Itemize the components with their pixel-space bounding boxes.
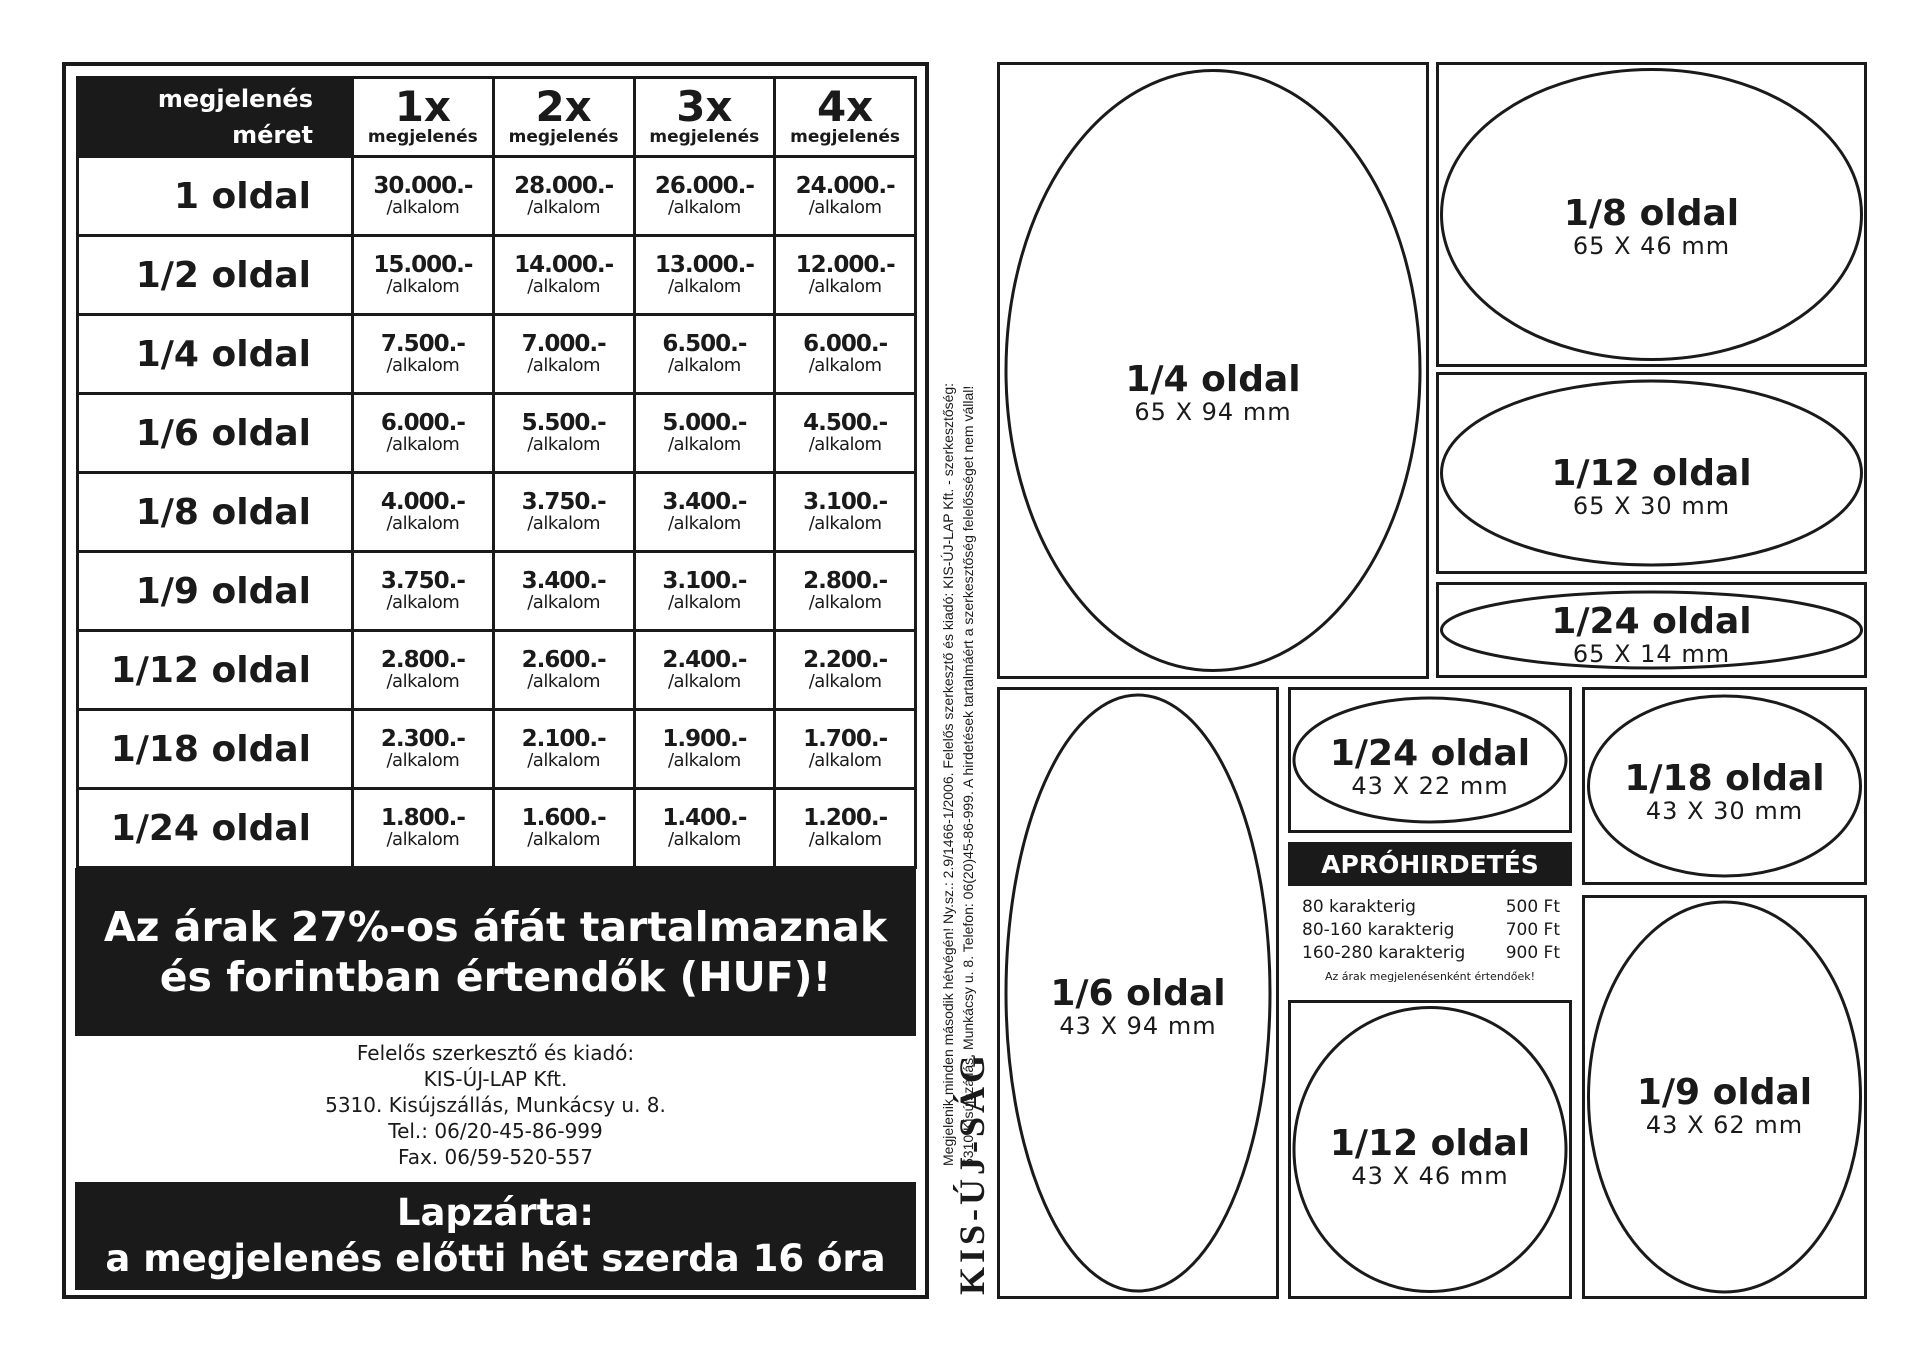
table-row (78, 236, 916, 315)
imprint-line: 5310 Kisújszállás, Munkácsy u. 8. Telefon: 06(20)45-86-999. A hirdetések tartalmáért a szerkesztőség felelősséget nem vállal! (960, 385, 976, 1166)
ad-box-sixth (997, 687, 1279, 1299)
classified-title: APRÓHIRDETÉS (1288, 842, 1572, 886)
price-value: 1.900.- (662, 726, 747, 752)
ad-label (1000, 975, 1276, 1039)
price-cell (493, 789, 634, 868)
rate-table (76, 76, 917, 869)
price-unit: /alkalom (667, 513, 741, 534)
deadline-notice (75, 1182, 916, 1290)
ad-box-twelfth-wide (1436, 372, 1867, 574)
price-value: 2.200.- (803, 647, 888, 673)
ad-label (1439, 455, 1864, 519)
price-cell (493, 552, 634, 631)
price-unit: /alkalom (527, 671, 601, 692)
price-unit: /alkalom (386, 671, 460, 692)
ad-label (1291, 1125, 1569, 1189)
deadline-text: a megjelenés előtti hét szerda 16 óra (105, 1237, 886, 1280)
price-unit: /alkalom (667, 276, 741, 297)
row-size-label: 1/4 oldal (78, 315, 353, 394)
price-unit: /alkalom (527, 276, 601, 297)
price-cell (353, 473, 494, 552)
price-cell (634, 236, 775, 315)
price-cell (634, 157, 775, 236)
vat-notice-line: és forintban értendők (HUF)! (159, 953, 832, 1001)
price-unit: /alkalom (667, 434, 741, 455)
price-cell (353, 710, 494, 789)
deadline-title: Lapzárta: (396, 1191, 595, 1234)
price-unit: /alkalom (808, 197, 882, 218)
price-cell (634, 315, 775, 394)
ad-dimensions: 43 X 94 mm (1059, 1012, 1217, 1040)
row-size-label: 1 oldal (78, 157, 353, 236)
price-value: 3.100.- (803, 489, 888, 515)
price-cell (353, 394, 494, 473)
ad-box-eighth (1436, 62, 1867, 367)
row-size-label: 1/18 oldal (78, 710, 353, 789)
price-value: 3.750.- (521, 489, 606, 515)
column-header (634, 78, 775, 157)
price-unit: /alkalom (808, 829, 882, 850)
price-value: 4.000.- (380, 489, 465, 515)
table-header-row (78, 78, 916, 157)
price-cell (775, 631, 916, 710)
price-cell (353, 157, 494, 236)
publisher-line: Felelős szerkesztő és kiadó: (356, 1041, 635, 1065)
column-header (775, 78, 916, 157)
price-value: 14.000.- (514, 252, 614, 278)
price-unit: /alkalom (386, 355, 460, 376)
brand-logo: KIS-ÚJ-SÁG (952, 1050, 992, 1296)
price-unit: /alkalom (386, 592, 460, 613)
ad-label (1585, 760, 1864, 824)
price-cell (493, 236, 634, 315)
price-unit: /alkalom (527, 829, 601, 850)
price-unit: /alkalom (386, 513, 460, 534)
classified-price: 500 Ft (1505, 897, 1560, 917)
price-unit: /alkalom (386, 434, 460, 455)
classified-row (1302, 896, 1560, 918)
row-size-label: 1/8 oldal (78, 473, 353, 552)
row-size-label: 1/24 oldal (78, 789, 353, 868)
price-value: 6.500.- (662, 331, 747, 357)
ad-title: 1/12 oldal (1551, 453, 1752, 494)
price-value: 1.800.- (380, 805, 465, 831)
price-unit: /alkalom (386, 750, 460, 771)
classified-range: 80-160 karakterig (1302, 920, 1455, 940)
price-value: 3.100.- (662, 568, 747, 594)
classified-box (1288, 886, 1572, 994)
classified-price: 700 Ft (1505, 920, 1560, 940)
price-cell (493, 315, 634, 394)
table-row (78, 473, 916, 552)
table-corner-cell (78, 78, 353, 157)
price-cell (775, 236, 916, 315)
price-value: 6.000.- (803, 331, 888, 357)
ad-box-twentyfourth-wide (1436, 582, 1867, 678)
ad-box-twentyfourth-small (1288, 687, 1572, 833)
price-value: 2.400.- (662, 647, 747, 673)
price-cell (634, 710, 775, 789)
table-row (78, 710, 916, 789)
column-label: megjelenés (367, 127, 478, 147)
price-cell (775, 789, 916, 868)
price-value: 5.000.- (662, 410, 747, 436)
price-value: 2.600.- (521, 647, 606, 673)
price-cell (775, 315, 916, 394)
ad-box-quarter (997, 62, 1429, 679)
price-unit: /alkalom (808, 355, 882, 376)
price-unit: /alkalom (527, 592, 601, 613)
table-row (78, 394, 916, 473)
price-unit: /alkalom (667, 355, 741, 376)
ad-label (1000, 361, 1426, 425)
price-value: 1.400.- (662, 805, 747, 831)
vat-notice-line: Az árak 27%-os áfát tartalmaznak (103, 903, 888, 951)
price-value: 15.000.- (373, 252, 473, 278)
price-cell (353, 631, 494, 710)
price-cell (353, 236, 494, 315)
column-header (493, 78, 634, 157)
price-value: 2.300.- (380, 726, 465, 752)
price-value: 13.000.- (654, 252, 754, 278)
column-label: megjelenés (649, 127, 760, 147)
publisher-phone: Tel.: 06/20-45-86-999 (388, 1119, 603, 1143)
price-cell (353, 789, 494, 868)
classified-price: 900 Ft (1505, 943, 1560, 963)
classified-row (1302, 919, 1560, 941)
classified-range: 80 karakterig (1302, 897, 1416, 917)
price-unit: /alkalom (386, 276, 460, 297)
classified-row (1302, 942, 1560, 964)
table-row (78, 789, 916, 868)
ad-dimensions: 65 X 30 mm (1572, 492, 1731, 520)
price-value: 7.000.- (521, 331, 606, 357)
price-value: 2.800.- (803, 568, 888, 594)
ad-label (1291, 735, 1569, 799)
ad-dimensions: 43 X 30 mm (1645, 797, 1804, 825)
ad-label (1585, 1074, 1864, 1138)
price-value: 12.000.- (795, 252, 895, 278)
price-unit: /alkalom (386, 197, 460, 218)
classified-range: 160-280 karakterig (1302, 943, 1466, 963)
price-value: 5.500.- (521, 410, 606, 436)
ad-label (1439, 195, 1864, 259)
price-unit: /alkalom (386, 829, 460, 850)
price-value: 24.000.- (795, 173, 895, 199)
price-value: 1.600.- (521, 805, 606, 831)
column-count: 2x (535, 82, 592, 131)
ad-dimensions: 43 X 22 mm (1351, 772, 1509, 800)
ad-dimensions: 65 X 46 mm (1572, 232, 1731, 260)
ad-title: 1/18 oldal (1624, 758, 1825, 799)
price-unit: /alkalom (808, 434, 882, 455)
price-value: 1.700.- (803, 726, 888, 752)
price-unit: /alkalom (527, 197, 601, 218)
price-cell (493, 631, 634, 710)
price-cell (634, 394, 775, 473)
price-cell (775, 473, 916, 552)
price-value: 2.100.- (521, 726, 606, 752)
price-unit: /alkalom (527, 750, 601, 771)
price-value: 28.000.- (514, 173, 614, 199)
ad-title: 1/6 oldal (1050, 973, 1226, 1014)
ad-box-eighteenth (1582, 687, 1867, 885)
price-unit: /alkalom (667, 197, 741, 218)
price-cell (634, 552, 775, 631)
ad-title: 1/24 oldal (1329, 733, 1531, 774)
ad-label (1439, 603, 1864, 667)
row-size-label: 1/9 oldal (78, 552, 353, 631)
ad-title: 1/12 oldal (1329, 1123, 1531, 1164)
price-value: 3.400.- (521, 568, 606, 594)
column-header (353, 78, 494, 157)
price-unit: /alkalom (667, 671, 741, 692)
price-unit: /alkalom (808, 276, 882, 297)
price-value: 7.500.- (380, 331, 465, 357)
price-unit: /alkalom (667, 829, 741, 850)
price-unit: /alkalom (808, 592, 882, 613)
imprint-strip (930, 62, 998, 1299)
table-row (78, 315, 916, 394)
price-value: 3.400.- (662, 489, 747, 515)
ad-dimensions: 65 X 14 mm (1572, 640, 1731, 668)
ad-title: 1/24 oldal (1551, 601, 1752, 642)
price-cell (775, 710, 916, 789)
ad-dimensions: 65 X 94 mm (1134, 398, 1292, 426)
price-value: 4.500.- (803, 410, 888, 436)
price-cell (775, 394, 916, 473)
row-size-label: 1/2 oldal (78, 236, 353, 315)
ad-box-twelfth-small (1288, 1000, 1572, 1299)
corner-label-appearance: megjelenés (157, 85, 313, 113)
publisher-info (75, 1040, 916, 1180)
price-cell (353, 552, 494, 631)
column-count: 3x (676, 82, 733, 131)
price-value: 26.000.- (654, 173, 754, 199)
table-row (78, 552, 916, 631)
column-label: megjelenés (508, 127, 619, 147)
ad-dimensions: 43 X 46 mm (1351, 1162, 1509, 1190)
price-cell (775, 552, 916, 631)
price-cell (493, 394, 634, 473)
price-unit: /alkalom (667, 750, 741, 771)
price-cell (493, 473, 634, 552)
price-cell (353, 315, 494, 394)
publisher-address: 5310. Kisújszállás, Munkácsy u. 8. (325, 1093, 666, 1117)
price-value: 3.750.- (380, 568, 465, 594)
ad-dimensions: 43 X 62 mm (1645, 1111, 1804, 1139)
vat-notice (75, 868, 916, 1036)
price-unit: /alkalom (527, 513, 601, 534)
price-cell (775, 157, 916, 236)
price-unit: /alkalom (527, 434, 601, 455)
publisher-fax: Fax. 06/59-520-557 (398, 1145, 593, 1169)
price-unit: /alkalom (527, 355, 601, 376)
price-cell (634, 789, 775, 868)
price-unit: /alkalom (808, 671, 882, 692)
row-size-label: 1/6 oldal (78, 394, 353, 473)
ad-title: 1/8 oldal (1563, 193, 1740, 234)
row-size-label: 1/12 oldal (78, 631, 353, 710)
corner-label-size: méret (232, 121, 313, 149)
column-count: 4x (816, 82, 874, 131)
price-cell (493, 710, 634, 789)
price-cell (634, 631, 775, 710)
imprint-line: Megjelenik minden második hétvégén! Ny.sz.: 2.9/1466-1/2006. Felelős szerkesztő és kiadó: KIS-ÚJ-LAP Kft. - szerkesztőség: (940, 382, 956, 1166)
ad-title: 1/4 oldal (1125, 359, 1301, 400)
price-unit: /alkalom (667, 592, 741, 613)
publisher-name: KIS-ÚJ-LAP Kft. (423, 1067, 568, 1091)
price-value: 30.000.- (373, 173, 473, 199)
price-value: 6.000.- (380, 410, 465, 436)
price-value: 2.800.- (380, 647, 465, 673)
price-value: 1.200.- (803, 805, 888, 831)
rate-table-body (78, 157, 916, 868)
classified-note: Az árak megjelenésenként értendőek! (1324, 970, 1536, 983)
price-cell (493, 157, 634, 236)
column-label: megjelenés (790, 127, 901, 147)
column-count: 1x (394, 82, 452, 131)
table-row (78, 631, 916, 710)
price-cell (634, 473, 775, 552)
ad-title: 1/9 oldal (1636, 1072, 1813, 1113)
price-unit: /alkalom (808, 513, 882, 534)
ad-box-ninth (1582, 895, 1867, 1299)
table-row (78, 157, 916, 236)
price-unit: /alkalom (808, 750, 882, 771)
